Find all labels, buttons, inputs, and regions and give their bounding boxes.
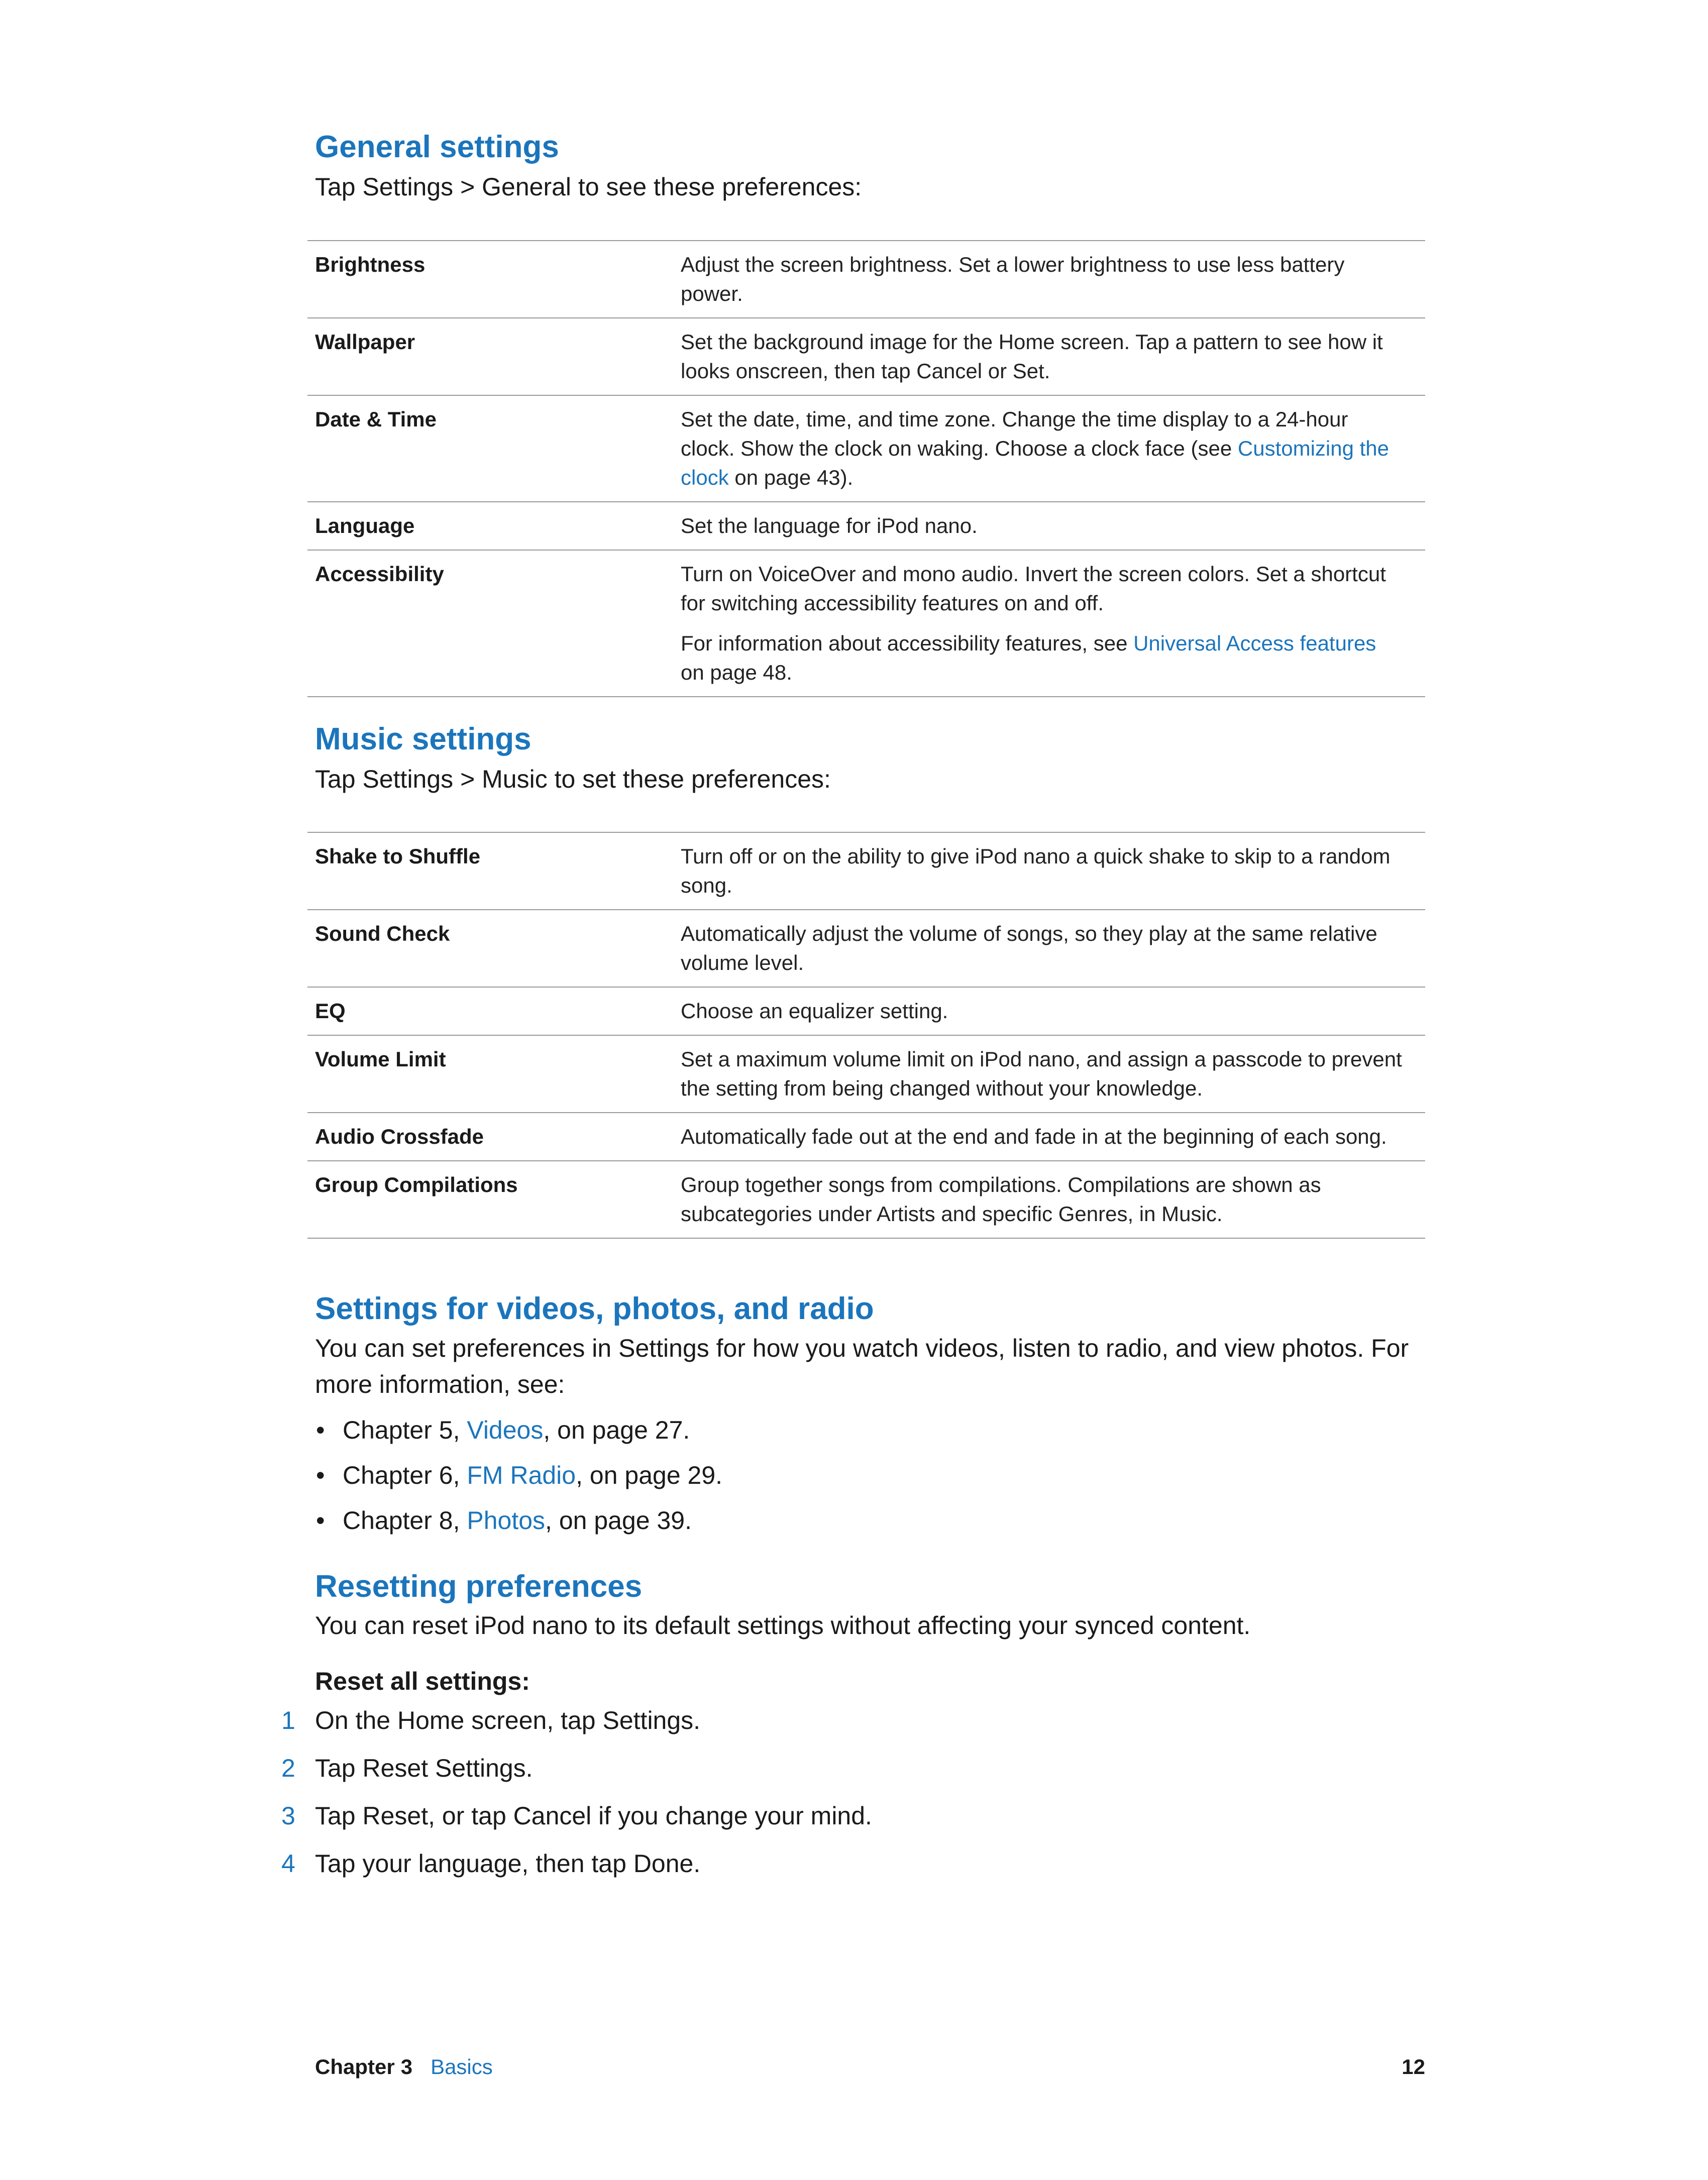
setting-term: Date & Time — [307, 395, 673, 502]
setting-description: Turn off or on the ability to give iPod nano a quick shake to skip to a random song. — [673, 832, 1425, 910]
general-settings-table — [307, 240, 1425, 697]
section-title-general: General settings — [315, 130, 559, 164]
setting-term: Audio Crossfade — [307, 1113, 673, 1161]
table-row — [307, 987, 1425, 1035]
section-title-music: Music settings — [315, 722, 531, 756]
footer-chapter-number: 3 — [400, 2055, 413, 2079]
task-title: Reset all settings: — [315, 1667, 530, 1695]
step-number: 3 — [281, 1802, 295, 1830]
list-item — [315, 1453, 722, 1498]
setting-term: Shake to Shuffle — [307, 832, 673, 910]
universal-access-link[interactable]: Universal Access features — [1133, 631, 1376, 655]
list-item — [315, 1407, 722, 1453]
step-text: Tap Reset, or tap Cancel if you change your mind. — [315, 1802, 872, 1830]
list-item-text: , on page 29. — [576, 1461, 723, 1489]
setting-term: Group Compilations — [307, 1161, 673, 1238]
step-number: 1 — [281, 1706, 295, 1734]
section-intro-videos: You can set preferences in Settings for how you watch videos, listen to radio, and view photos. For more information, see: — [315, 1334, 1409, 1398]
page-number: 12 — [1402, 2055, 1425, 2079]
list-item — [281, 1697, 872, 1745]
section-title-reset: Resetting preferences — [315, 1569, 643, 1604]
setting-description: Group together songs from compilations. Compilations are shown as subcategories under Artists and specific Genres, in Music. — [673, 1161, 1425, 1238]
setting-description: Adjust the screen brightness. Set a lower brightness to use less battery power. — [673, 241, 1425, 318]
setting-term: Brightness — [307, 241, 673, 318]
description-text: on page 43). — [728, 466, 853, 489]
music-settings-table — [307, 832, 1425, 1239]
reference-list — [315, 1407, 722, 1543]
table-row — [307, 832, 1425, 910]
photos-link[interactable]: Photos — [467, 1506, 546, 1535]
setting-term: Accessibility — [307, 550, 673, 697]
list-item-text: Chapter 5, — [343, 1416, 467, 1444]
setting-term: Volume Limit — [307, 1035, 673, 1113]
list-item — [281, 1792, 872, 1840]
bullet-icon: • — [316, 1416, 325, 1444]
description-text: For information about accessibility features, see — [681, 631, 1134, 655]
list-item — [281, 1745, 872, 1792]
table-row — [307, 910, 1425, 987]
section-intro-reset: You can reset iPod nano to its default settings without affecting your synced content. — [315, 1611, 1251, 1640]
section-title-videos: Settings for videos, photos, and radio — [315, 1291, 874, 1326]
setting-term: Sound Check — [307, 910, 673, 987]
table-row — [307, 550, 1425, 697]
list-item — [281, 1840, 872, 1888]
footer-chapter-link[interactable]: Basics — [431, 2055, 493, 2079]
setting-term: EQ — [307, 987, 673, 1035]
footer-chapter-label: Chapter — [315, 2055, 395, 2079]
bullet-icon: • — [316, 1461, 325, 1489]
table-row — [307, 1113, 1425, 1161]
table-row — [307, 241, 1425, 318]
step-text: Tap your language, then tap Done. — [315, 1849, 701, 1878]
bullet-icon: • — [316, 1506, 325, 1535]
table-row — [307, 1161, 1425, 1238]
step-text: On the Home screen, tap Settings. — [315, 1706, 701, 1734]
table-row — [307, 318, 1425, 395]
customizing-clock-link[interactable]: Customizing the clock — [681, 437, 1390, 489]
list-item-text: , on page 27. — [543, 1416, 690, 1444]
setting-description: Set a maximum volume limit on iPod nano, and assign a passcode to prevent the setting from being changed without your knowledge. — [673, 1035, 1425, 1113]
description-text — [681, 629, 1405, 687]
setting-term: Language — [307, 502, 673, 550]
step-text: Tap Reset Settings. — [315, 1754, 533, 1782]
list-item-text: Chapter 6, — [343, 1461, 467, 1489]
table-row — [307, 395, 1425, 502]
setting-description — [673, 395, 1425, 502]
list-item-text: Chapter 8, — [343, 1506, 467, 1535]
reset-steps-list — [281, 1697, 872, 1888]
list-item — [315, 1498, 722, 1543]
description-text: Set the date, time, and time zone. Change the time display to a 24-hour clock. Show the clock on waking. Choose a clock face (see — [681, 407, 1348, 460]
videos-link[interactable]: Videos — [467, 1416, 544, 1444]
setting-term: Wallpaper — [307, 318, 673, 395]
setting-description: Choose an equalizer setting. — [673, 987, 1425, 1035]
table-row — [307, 1035, 1425, 1113]
table-row — [307, 502, 1425, 550]
setting-description: Automatically adjust the volume of songs, so they play at the same relative volume level. — [673, 910, 1425, 987]
section-intro-general: Tap Settings > General to see these preferences: — [315, 173, 862, 201]
setting-description — [673, 550, 1425, 697]
description-text: Turn on VoiceOver and mono audio. Invert the screen colors. Set a shortcut for switching accessibility features on and off. — [681, 562, 1386, 615]
step-number: 2 — [281, 1754, 295, 1782]
setting-description: Set the background image for the Home screen. Tap a pattern to see how it looks onscreen, then tap Cancel or Set. — [673, 318, 1425, 395]
setting-description: Automatically fade out at the end and fade in at the beginning of each song. — [673, 1113, 1425, 1161]
fm-radio-link[interactable]: FM Radio — [467, 1461, 576, 1489]
step-number: 4 — [281, 1849, 295, 1878]
list-item-text: , on page 39. — [545, 1506, 692, 1535]
section-intro-music: Tap Settings > Music to set these preferences: — [315, 765, 831, 793]
setting-description: Set the language for iPod nano. — [673, 502, 1425, 550]
page-footer — [315, 2052, 1425, 2082]
description-text: on page 48. — [681, 661, 792, 684]
